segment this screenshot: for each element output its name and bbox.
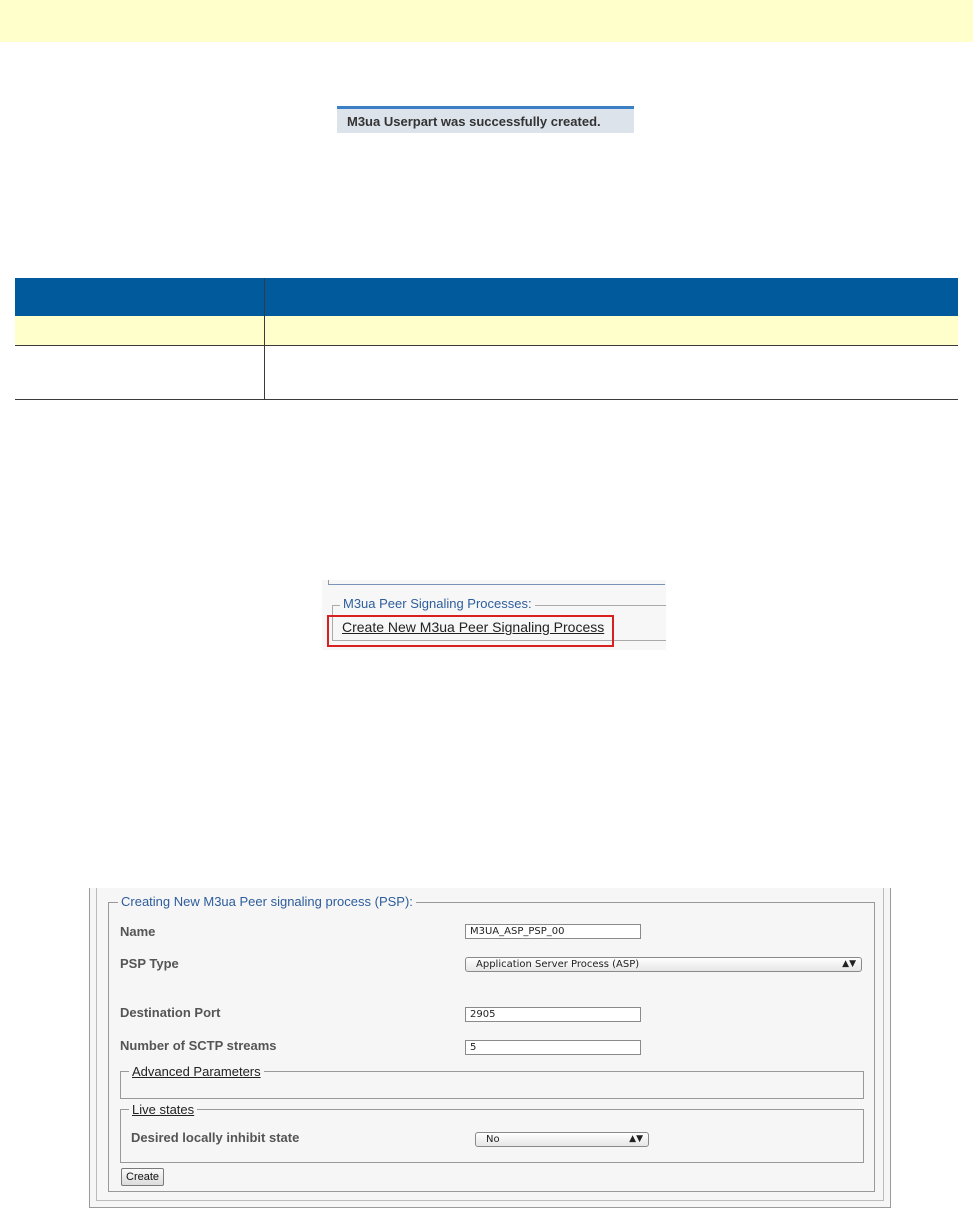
sctp-streams-field[interactable]: 5 [465,1040,641,1055]
live-states-toggle[interactable]: Live states [129,1102,197,1117]
advanced-parameters-toggle[interactable]: Advanced Parameters [129,1064,264,1079]
success-banner [337,106,634,133]
header-band [0,0,973,42]
parameter-table [15,278,958,400]
table-header-row [15,278,958,316]
create-psp-form-screenshot [89,888,891,1208]
peer-signaling-screenshot [322,580,666,650]
create-button[interactable]: Create [121,1168,164,1186]
sctp-streams-label: Number of SCTP streams [120,1038,277,1053]
select-arrows-icon: ▲▼ [842,959,856,969]
psp-type-value: Application Server Process (ASP) [476,959,640,970]
destination-port-field[interactable]: 2905 [465,1007,641,1022]
inhibit-state-select[interactable] [475,1132,649,1147]
table-header-cell [265,278,959,316]
psp-form-legend: Creating New M3ua Peer signaling process (PSP): [118,894,416,909]
peer-signaling-legend: M3ua Peer Signaling Processes: [340,596,535,611]
callout-highlight [327,615,614,647]
name-label: Name [120,924,156,939]
name-field[interactable]: M3UA_ASP_PSP_00 [465,924,641,939]
table-row [15,316,958,346]
create-psp-link[interactable]: Create New M3ua Peer Signaling Process [342,619,605,635]
table-cell [265,346,959,400]
inhibit-state-label: Desired locally inhibit state [131,1130,300,1145]
psp-type-select[interactable] [465,957,862,972]
previous-section-edge [328,580,665,585]
table-cell [15,316,265,346]
psp-type-label: PSP Type [120,956,179,971]
select-arrows-icon: ▲▼ [629,1134,643,1144]
table-cell [15,346,265,400]
table-header-cell [15,278,265,316]
table-cell [265,316,959,346]
destination-port-label: Destination Port [120,1005,221,1020]
success-message: M3ua Userpart was successfully created. [347,114,601,129]
table-row [15,346,958,400]
inhibit-state-value: No [486,1134,500,1145]
